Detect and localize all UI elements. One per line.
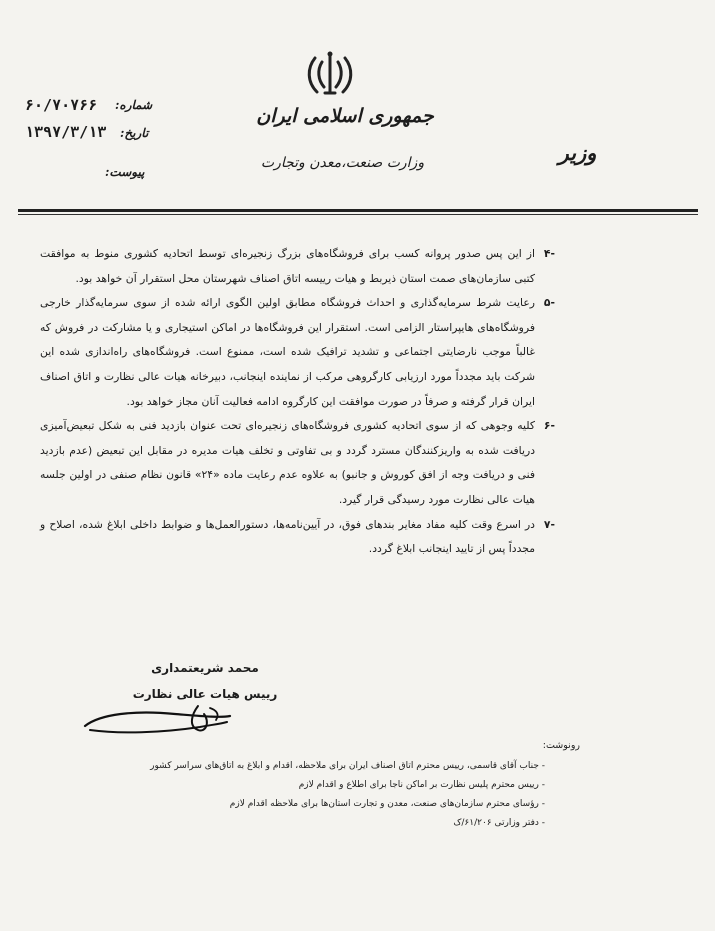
signer-name: محمد شریعتمداری — [151, 661, 259, 675]
clause-number: -۶ — [543, 419, 555, 433]
republic-title: جمهوری اسلامی ایران — [256, 105, 434, 127]
ministry-title: وزارت صنعت،معدن وتجارت — [260, 155, 425, 171]
clause-number: -۴ — [543, 247, 555, 260]
clause-6 — [40, 414, 555, 512]
letter-body — [40, 242, 555, 562]
minister-label: وزیر — [558, 140, 597, 165]
header-divider — [18, 209, 698, 212]
cc-item: - رؤسای محترم سازمان‌های صنعت، معدن و تجارت استان‌ها برای ملاحظه اقدام لازم — [229, 799, 545, 809]
clause-number: -۷ — [543, 517, 555, 531]
clause-text: رعایت شرط سرمایه‌گذاری و احداث فروشگاه مطابق اولین الگوی ارائه شده از سوی سرمایه‌گذار خارجی فروشگاه‌های هایپراستار الزامی است. استقرار این فروشگاه‌ها در اماکن استیجاری و یا مشارکت در فروش که غالباً موجب نارضایتی اجتماعی و تشدید ترافیک شده است، ممنوع است. فروشگاه‌های راه‌اندازی شده این شرکت باید مجدداً مورد ارزیابی کارگروهی مرکب از نماینده اینجانب، دبیرخانه هیات عالی نظارت و اتاق اصناف ایران قرار گرفته و صرفاً در صورت موافقت این کارگروه ادامه فعالیت آنان مجاز خواهد بود. — [40, 296, 535, 408]
clause-7 — [40, 513, 555, 562]
number-label: شماره: — [115, 98, 153, 112]
signer-title: رییس هیات عالی نظارت — [132, 687, 278, 701]
cc-item: - دفتر وزارتی ۶۱/۲۰۶/ک — [453, 818, 545, 828]
number-value: ۶۰/۷۰۷۶۶ — [25, 96, 98, 114]
clause-text: کلیه وجوهی که از سوی اتحادیه کشوری فروشگاه‌های زنجیره‌ای تحت عنوان بازدید فنی به شکل تبعیض‌آمیزی دریافت شده به واریزکنندگان مسترد گردد و بی تفاوتی و تخلف هیات مدیره در مقابل این تبعیض (عدم بازدید فنی و دریافت وجه از افق کوروش و جانبو) به علاوه عدم رعایت ماده «۲۴» قانون نظام صنفی در اولین جلسه هیات عالی نظارت مورد رسیدگی قرار گیرد. — [40, 419, 535, 506]
date-label: تاریخ: — [120, 126, 149, 140]
cc-list — [45, 757, 545, 833]
cc-title: رونوشت: — [542, 740, 580, 751]
attachment-label: پیوست: — [105, 165, 145, 179]
clause-text: در اسرع وقت کلیه مفاد مغایر بندهای فوق، در آیین‌نامه‌ها، دستورالعمل‌ها و ضوابط داخلی ابلاغ شده، اصلاح و مجدداً پس از تایید اینجانب ابلاغ گردد. — [40, 517, 535, 556]
clause-text: از این پس صدور پروانه کسب برای فروشگاه‌های بزرگ زنجیره‌ای توسط اتحادیه کشوری منوط به موافقت کتبی سازمان‌های صمت استان ذیربط و هیات رییسه اتاق اصناف شهرستان محل استقرار آن خواهد بود. — [40, 247, 535, 285]
cc-item: - رییس محترم پلیس نظارت بر اماکن ناجا برای اطلاع و اقدام لازم — [298, 780, 545, 790]
date-value: ۱۳۹۷/۳/۱۳ — [25, 123, 107, 141]
handwritten-signature — [80, 700, 240, 740]
cc-item: - جناب آقای قاسمی، رییس محترم اتاق اصناف ایران برای ملاحظه، اقدام و ابلاغ به اتاق‌های سراسر کشور — [150, 761, 545, 771]
clause-number: -۵ — [543, 296, 555, 310]
iran-emblem-icon — [305, 50, 355, 98]
clause-5 — [40, 291, 555, 414]
header-divider-thin — [18, 214, 698, 215]
clause-4 — [40, 242, 555, 291]
